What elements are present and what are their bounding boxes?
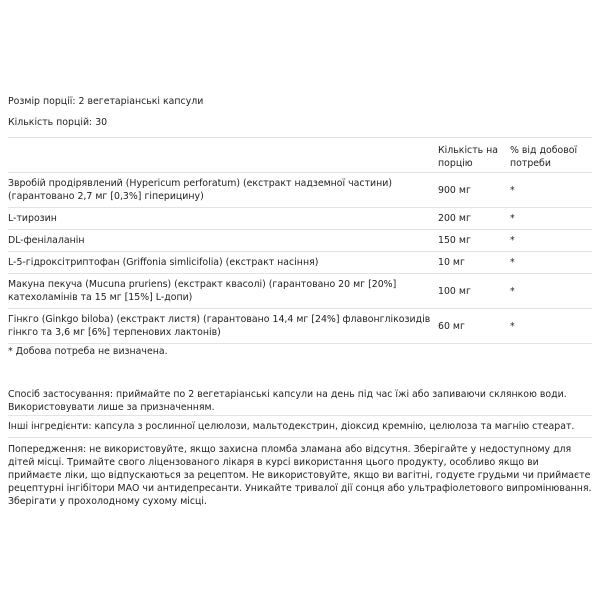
section-divider bbox=[8, 415, 592, 416]
ingredient-daily-value: * bbox=[510, 208, 592, 230]
table-row bbox=[8, 309, 592, 344]
ingredient-name: L-тирозин bbox=[8, 208, 438, 230]
header-name bbox=[8, 138, 438, 173]
table-row bbox=[8, 208, 592, 230]
ingredient-daily-value: * bbox=[510, 309, 592, 344]
ingredient-daily-value: * bbox=[510, 173, 592, 208]
other-ingredients: Інші інгредієнти: капсула з рослинної целюлози, мальтодекстрин, діоксид кремнію, целюлоза та магнію стеарат. bbox=[8, 421, 575, 432]
ingredient-name: Звробій продірявлений (Hypericum perforatum) (екстракт надземної частини) (гарантовано 2,7 мг [0,3%] гіперицину) bbox=[8, 173, 438, 208]
table-row bbox=[8, 173, 592, 208]
serving-size: Розмір порції: 2 вегетаріанські капсули bbox=[8, 96, 204, 107]
ingredient-amount: 10 мг bbox=[438, 252, 510, 274]
ingredient-amount: 150 мг bbox=[438, 230, 510, 252]
section-divider bbox=[8, 437, 592, 438]
table-row bbox=[8, 274, 592, 309]
table-row bbox=[8, 230, 592, 252]
table-header-row bbox=[8, 138, 592, 173]
ingredient-daily-value: * bbox=[510, 252, 592, 274]
header-daily-value: % від добової потреби bbox=[510, 138, 592, 173]
ingredient-amount: 900 мг bbox=[438, 173, 510, 208]
ingredient-name: Макуна пекуча (Mucuna pruriens) (екстракт квасолі) (гарантовано 20 мг [20%] катехоламінів та 15 мг [15%] L-допи) bbox=[8, 274, 438, 309]
table-row bbox=[8, 252, 592, 274]
ingredient-name: L-5-гідроксітриптофан (Griffonia simlicifolia) (екстракт насіння) bbox=[8, 252, 438, 274]
ingredient-amount: 100 мг bbox=[438, 274, 510, 309]
ingredient-daily-value: * bbox=[510, 274, 592, 309]
ingredient-amount: 60 мг bbox=[438, 309, 510, 344]
usage-directions: Спосіб застосування: приймайте по 2 вегетаріанські капсули на день під час їжі або запиваючи склянкою води. Використовувати лише за призначенням. bbox=[8, 389, 567, 413]
supplement-facts-table bbox=[8, 137, 592, 344]
ingredient-amount: 200 мг bbox=[438, 208, 510, 230]
daily-value-footnote: * Добова потреба не визначена. bbox=[8, 346, 168, 357]
ingredient-name: DL-фенілаланін bbox=[8, 230, 438, 252]
servings-per-container: Кількість порцій: 30 bbox=[8, 117, 108, 128]
ingredient-daily-value: * bbox=[510, 230, 592, 252]
ingredient-name: Гінкго (Ginkgo biloba) (екстракт листя) (гарантовано 14,4 мг [24%] флавонглікозидів гінкго та 3,6 мг [6%] терпенових лактонів) bbox=[8, 309, 438, 344]
warning-text: Попередження: не використовуйте, якщо захисна пломба зламана або відсутня. Зберігайте у недоступному для дітей місці. Тримайте свого ліцензованого лікаря в курсі використання цього продукту, особливо якщо ви приймаєте ліки, що відпускаються за рецептом. Не використовуйте, якщо ви вагітні, годуєте грудьми чи приймаєте рецептурні інгібітори МАО чи антидепресанти. Уникайте тривалої дії сонця або ультрафіолетового випромінювання. Зберігати у прохолодному сухому місці. bbox=[8, 444, 592, 507]
header-amount: Кількість на порцію bbox=[438, 138, 510, 173]
